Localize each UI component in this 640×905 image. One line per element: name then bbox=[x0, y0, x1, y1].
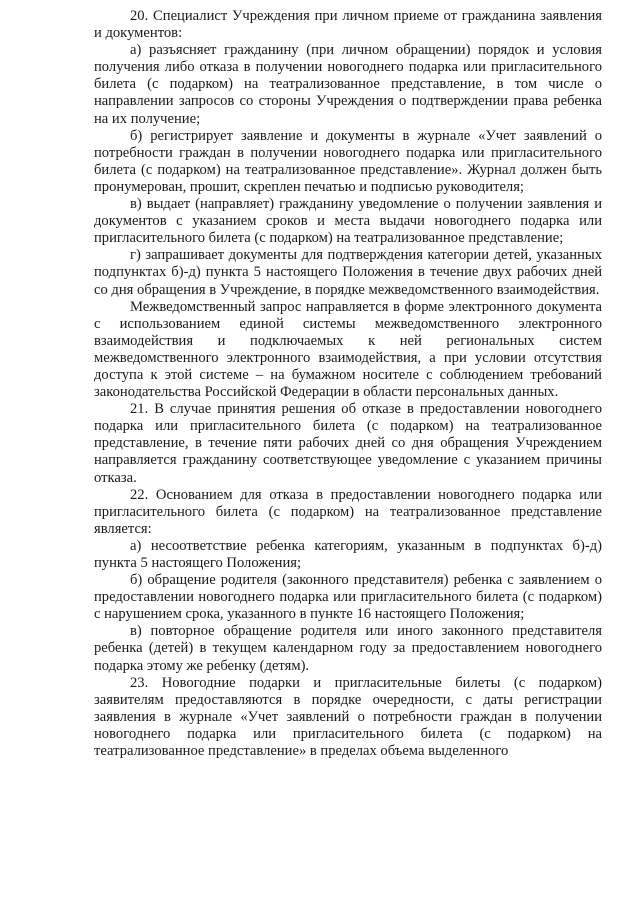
document-page bbox=[94, 8, 602, 760]
paragraph-20g: г) запрашивает документы для подтверждения категории детей, указанных подпунктах б)-д) пункта 5 настоящего Положения в течение двух рабочих дней со дня обращения в Учреждение, в порядке межведомственного взаимодействия. bbox=[94, 247, 602, 298]
paragraph-22b: б) обращение родителя (законного представителя) ребенка с заявлением о предоставлении новогоднего подарка или пригласительного билета (с подарком) с нарушением срока, указанного в пункте 16 настоящего Положения; bbox=[94, 572, 602, 623]
paragraph-22a: а) несоответствие ребенка категориям, указанным в подпунктах б)-д) пункта 5 настоящего Положения; bbox=[94, 537, 602, 571]
paragraph-23: 23. Новогодние подарки и пригласительные билеты (с подарком) заявителям предоставляются в порядке очередности, с даты регистрации заявления в журнале «Учет заявлений о потребности граждан в получении новогоднего подарка или пригласительного билета (с подарком) на театрализованное представление» в пределах объема выделенного bbox=[94, 674, 602, 760]
paragraph-20: 20. Специалист Учреждения при личном приеме от гражданина заявления и документов: bbox=[94, 8, 602, 42]
paragraph-22v: в) повторное обращение родителя или иного законного представителя ребенка (детей) в текущем календарном году за предоставлением новогоднего подарка этому же ребенку (детям). bbox=[94, 623, 602, 674]
paragraph-20b: б) регистрирует заявление и документы в журнале «Учет заявлений о потребности граждан в получении новогоднего подарка или пригласительного билета (с подарком) на театрализованное представление». Журнал должен быть пронумерован, прошит, скреплен печатью и подписью руководителя; bbox=[94, 127, 602, 195]
paragraph-21: 21. В случае принятия решения об отказе в предоставлении новогоднего подарка или пригласительного билета (с подарком) на театрализованное представление, в течение пяти рабочих дней со дня обращения Учреждением направляется гражданину соответствующее уведомление с указанием причины отказа. bbox=[94, 401, 602, 486]
paragraph-interagency-request: Межведомственный запрос направляется в форме электронного документа с использованием единой системы межведомственного электронного взаимодействия и подключаемых к ней региональных систем межведомственного электронного взаимодействия, а при условии отсутствия доступа к этой системе – на бумажном носителе с соблюдением требований законодательства Российской Федерации в области персональных данных. bbox=[94, 298, 602, 401]
paragraph-20a: а) разъясняет гражданину (при личном обращении) порядок и условия получения либо отказа в получении новогоднего подарка или пригласительного билета (с подарком) на театрализованное представление, в том числе о направлении запросов со стороны Учреждения о подтверждении права ребенка на их получение; bbox=[94, 42, 602, 127]
paragraph-22: 22. Основанием для отказа в предоставлении новогоднего подарка или пригласительного билета (с подарком) на театрализованное представление является: bbox=[94, 486, 602, 537]
paragraph-20v: в) выдает (направляет) гражданину уведомление о получении заявления и документов с указанием сроков и места выдачи новогоднего подарка или пригласительного билета (с подарком) на театрализованное представление; bbox=[94, 196, 602, 247]
